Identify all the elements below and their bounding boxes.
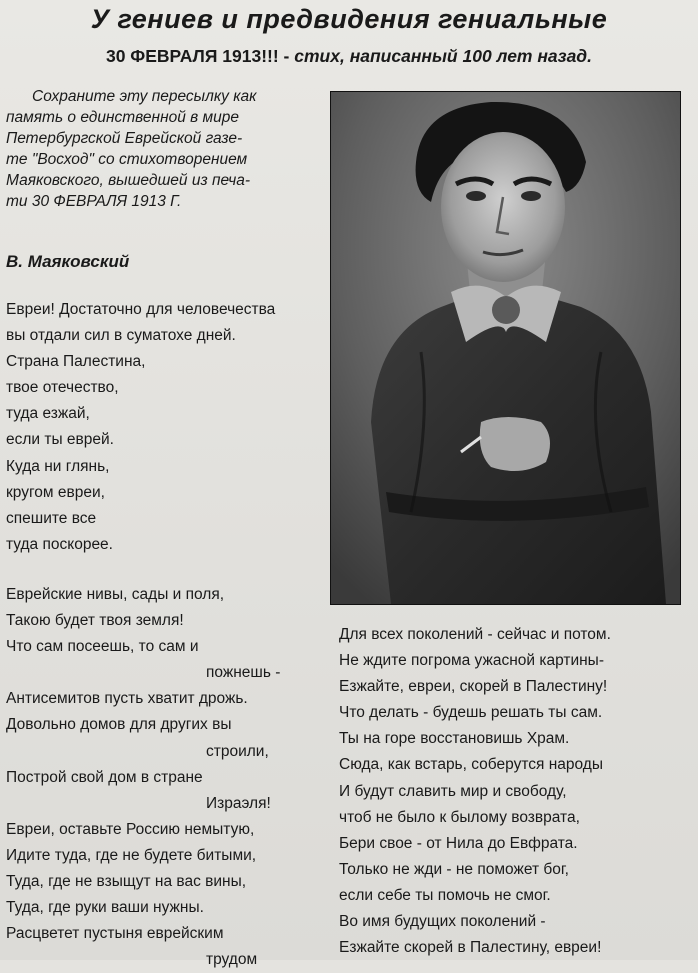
poem-stanza-1 xyxy=(6,297,275,558)
poem-line: Куда ни глянь, xyxy=(6,457,110,475)
poem-line: пожнешь - xyxy=(206,664,281,682)
headline: У гениев и предвидения гениальные xyxy=(90,4,608,34)
poem-line: Туда, где руки ваши нужны. xyxy=(6,899,204,917)
portrait-illustration xyxy=(331,92,680,604)
poem-line: Только не жди - не поможет бог, xyxy=(339,860,569,878)
poem-line: трудом xyxy=(206,951,258,969)
author-name: В. Маяковский xyxy=(6,252,130,271)
intro-paragraph xyxy=(6,86,312,212)
subheadline-tagline: стих, написанный 100 лет назад. xyxy=(294,46,592,66)
poem-line: Езжайте скорей в Палестину, евреи! xyxy=(339,939,602,957)
poem-line: Расцветет пустыня еврейским xyxy=(6,925,224,943)
intro-line: те "Восход" со стихотворением xyxy=(6,151,248,168)
portrait-photo xyxy=(330,91,681,605)
poem-line: Туда, где не взыщут на вас вины, xyxy=(6,873,247,891)
poem-line: Такою будет твоя земля! xyxy=(6,612,184,630)
poem-line: Что сам посеешь, то сам и xyxy=(6,638,199,656)
poem-line: туда езжай, xyxy=(6,405,90,423)
intro-line: Маяковского, вышедшей из печа- xyxy=(6,172,251,189)
poem-line: Езжайте, евреи, скорей в Палестину! xyxy=(339,678,608,696)
poem-line: Страна Палестина, xyxy=(6,353,146,371)
subheadline-dash: - xyxy=(278,46,295,66)
poem-line: Что делать - будешь решать ты сам. xyxy=(339,704,603,722)
poem-line: Ты на горе восстановишь Храм. xyxy=(339,730,570,748)
poem-line: Во имя будущих поколений - xyxy=(339,913,546,931)
poem-line: Для всех поколений - сейчас и потом. xyxy=(339,626,611,643)
poem-stanza-2 xyxy=(6,582,280,973)
poem-line: туда поскорее. xyxy=(6,535,113,553)
poem-line: спешите все xyxy=(6,509,97,527)
subheadline xyxy=(0,46,698,67)
poem-line: Израэля! xyxy=(206,794,271,812)
poem-line: Сюда, как встарь, соберутся народы xyxy=(339,756,603,774)
poem-line: Построй свой дом в стране xyxy=(6,768,203,786)
poem-line: строили, xyxy=(206,742,269,760)
intro-line: Сохраните эту пересылку как xyxy=(32,88,257,105)
poem-line: если себе ты помочь не смог. xyxy=(339,886,551,904)
intro-line: Петербургской Еврейской газе- xyxy=(6,130,243,147)
poem-line: если ты еврей. xyxy=(6,431,114,449)
poem-line: Идите туда, где не будете битыми, xyxy=(6,846,257,864)
poem-line: Не ждите погрома ужасной картины- xyxy=(339,652,604,670)
poem-line: вы отдали сил в суматохе дней. xyxy=(6,327,236,345)
poem-line: Евреи! Достаточно для человечества xyxy=(6,301,276,318)
poem-line: чтоб не было к былому возврата, xyxy=(339,808,580,826)
intro-line: память о единственной в мире xyxy=(6,109,240,126)
poem-line: Еврейские нивы, сады и поля, xyxy=(6,586,225,603)
poem-line: И будут славить мир и свободу, xyxy=(339,782,567,800)
poem-line: Евреи, оставьте Россию немытую, xyxy=(6,820,255,838)
subheadline-date: 30 ФЕВРАЛЯ 1913!!! xyxy=(105,46,279,66)
poem-stanza-3 xyxy=(339,622,611,961)
poem-line: Бери свое - от Нила до Евфрата. xyxy=(339,834,578,852)
intro-line: ти 30 ФЕВРАЛЯ 1913 Г. xyxy=(6,193,182,210)
poem-line: Антисемитов пусть хватит дрожь. xyxy=(6,690,248,708)
poem-line: твое отечество, xyxy=(6,379,119,397)
poem-line: кругом евреи, xyxy=(6,483,105,501)
poem-line: Довольно домов для других вы xyxy=(6,716,232,734)
